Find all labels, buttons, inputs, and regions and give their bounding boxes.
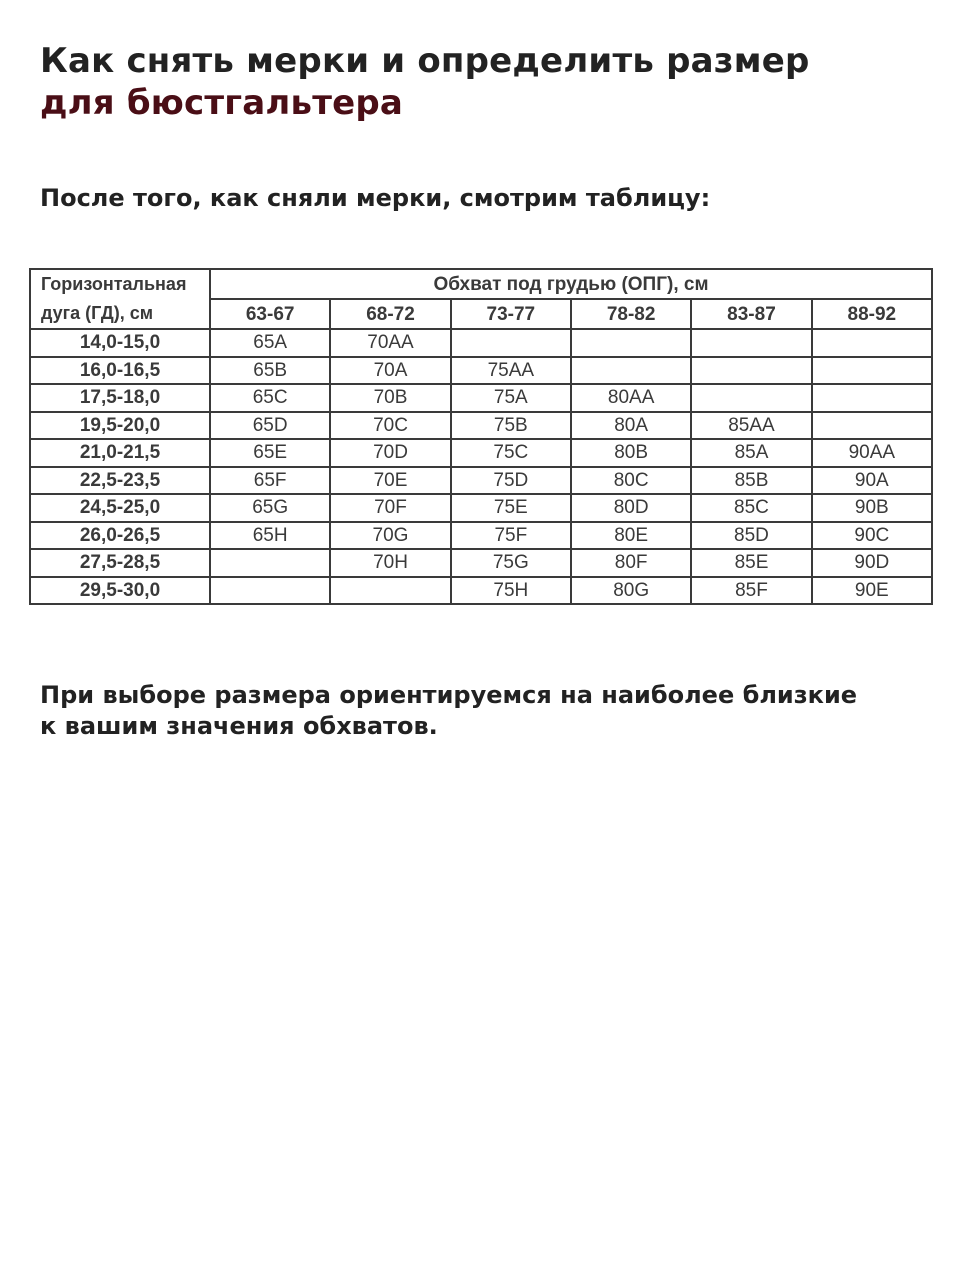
page-title-line-1: Как снять мерки и определить размер (40, 41, 810, 81)
table-intro-text: После того, как сняли мерки, смотрим таблицу: (40, 184, 711, 212)
size-cell: 90D (812, 549, 932, 577)
row-label-cell: 26,0-26,5 (30, 522, 210, 550)
table-row (30, 549, 932, 577)
size-cell: 80F (571, 549, 691, 577)
size-cell (812, 412, 932, 440)
size-cell: 90A (812, 467, 932, 495)
size-cell: 65F (210, 467, 330, 495)
size-cell (571, 357, 691, 385)
size-cell (812, 357, 932, 385)
size-cell: 70C (330, 412, 450, 440)
column-header: 83-87 (691, 299, 811, 329)
size-cell: 80AA (571, 384, 691, 412)
size-cell: 80A (571, 412, 691, 440)
size-cell: 80C (571, 467, 691, 495)
column-header: 78-82 (571, 299, 691, 329)
column-header: 63-67 (210, 299, 330, 329)
size-cell: 75A (451, 384, 571, 412)
row-header-cell (30, 269, 210, 329)
size-cell: 85C (691, 494, 811, 522)
size-cell: 85AA (691, 412, 811, 440)
size-cell: 85F (691, 577, 811, 605)
row-label-cell: 29,5-30,0 (30, 577, 210, 605)
table-row (30, 522, 932, 550)
size-cell: 75C (451, 439, 571, 467)
row-label-cell: 17,5-18,0 (30, 384, 210, 412)
column-header: 88-92 (812, 299, 932, 329)
row-header-line-2: дуга (ГД), см (41, 303, 154, 323)
size-cell (210, 577, 330, 605)
size-cell: 80B (571, 439, 691, 467)
size-cell: 75G (451, 549, 571, 577)
size-cell: 65B (210, 357, 330, 385)
size-cell: 85E (691, 549, 811, 577)
size-cell: 80G (571, 577, 691, 605)
column-header: 68-72 (330, 299, 450, 329)
table-row (30, 577, 932, 605)
size-cell (691, 329, 811, 357)
size-cell: 75H (451, 577, 571, 605)
size-cell: 70E (330, 467, 450, 495)
table-row (30, 494, 932, 522)
size-cell: 85D (691, 522, 811, 550)
size-cell: 70B (330, 384, 450, 412)
size-cell (691, 357, 811, 385)
bra-size-table (29, 268, 933, 605)
table-row (30, 329, 932, 357)
size-cell (210, 549, 330, 577)
size-cell: 65H (210, 522, 330, 550)
size-cell (812, 329, 932, 357)
row-label-cell: 22,5-23,5 (30, 467, 210, 495)
table-row (30, 467, 932, 495)
row-label-cell: 14,0-15,0 (30, 329, 210, 357)
size-cell: 90C (812, 522, 932, 550)
row-header-line-1: Горизонтальная (41, 274, 187, 294)
table-row (30, 439, 932, 467)
size-cell (451, 329, 571, 357)
row-label-cell: 24,5-25,0 (30, 494, 210, 522)
size-cell: 85B (691, 467, 811, 495)
size-cell: 65E (210, 439, 330, 467)
size-cell: 90B (812, 494, 932, 522)
size-cell: 70A (330, 357, 450, 385)
page-title-line-2: для бюстгальтера (40, 83, 404, 123)
size-cell: 65C (210, 384, 330, 412)
size-note-line-1: При выборе размера ориентируемся на наиболее близкие (40, 681, 858, 709)
size-cell (571, 329, 691, 357)
size-cell: 90AA (812, 439, 932, 467)
size-cell: 65G (210, 494, 330, 522)
size-cell (691, 384, 811, 412)
size-cell: 75F (451, 522, 571, 550)
size-cell: 80D (571, 494, 691, 522)
size-cell: 70G (330, 522, 450, 550)
size-cell: 75AA (451, 357, 571, 385)
size-cell: 70D (330, 439, 450, 467)
row-label-cell: 27,5-28,5 (30, 549, 210, 577)
size-cell: 90E (812, 577, 932, 605)
row-label-cell: 19,5-20,0 (30, 412, 210, 440)
size-cell: 70AA (330, 329, 450, 357)
page-title (40, 40, 810, 124)
table-row (30, 412, 932, 440)
size-note (40, 680, 857, 742)
column-group-header: Обхват под грудью (ОПГ), см (210, 269, 932, 299)
column-header: 73-77 (451, 299, 571, 329)
size-cell (330, 577, 450, 605)
table-header-row (30, 269, 932, 299)
size-cell: 65D (210, 412, 330, 440)
size-cell: 75B (451, 412, 571, 440)
size-cell: 70F (330, 494, 450, 522)
size-cell: 65A (210, 329, 330, 357)
size-cell: 75E (451, 494, 571, 522)
size-cell (812, 384, 932, 412)
size-cell: 70H (330, 549, 450, 577)
row-label-cell: 21,0-21,5 (30, 439, 210, 467)
size-cell: 75D (451, 467, 571, 495)
table-row (30, 357, 932, 385)
size-note-line-2: к вашим значения обхватов. (40, 712, 438, 740)
size-cell: 80E (571, 522, 691, 550)
table-body (30, 329, 932, 604)
size-cell: 85A (691, 439, 811, 467)
row-label-cell: 16,0-16,5 (30, 357, 210, 385)
table-row (30, 384, 932, 412)
